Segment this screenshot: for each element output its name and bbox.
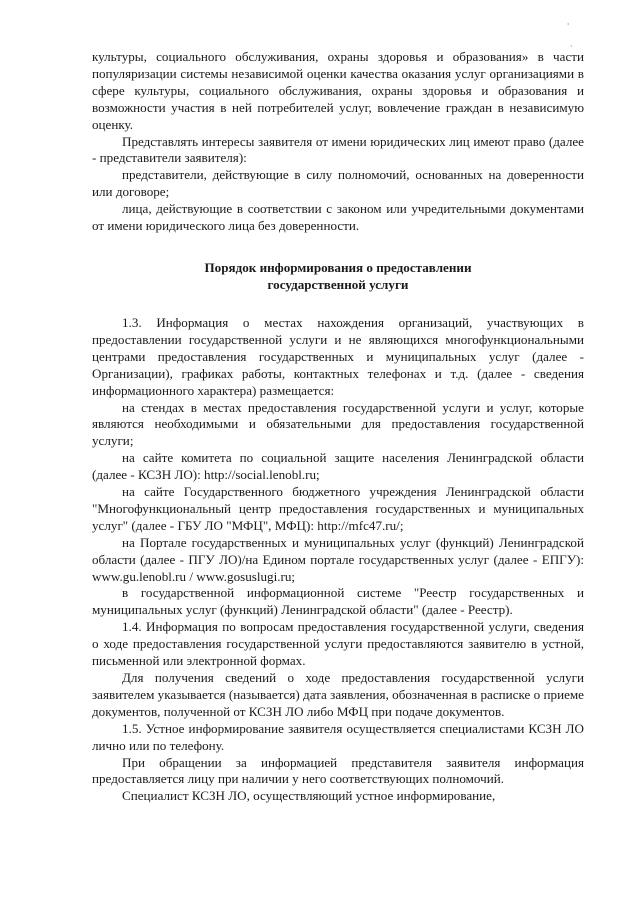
section-heading-line: Порядок информирования о предоставлении [204,259,472,275]
body-paragraph: культуры, социального обслуживания, охраны здоровья и образования» в части популяризации системы независимой оценки качества оказания услуг организациями в сфере культуры, социального обслуживания, охраны здоровья и образования и возможности участия в ней потребителей услуг, вовлечение граждан в независимую оценку. [92,49,584,132]
body-paragraph: в государственной информационной системе "Реестр государственных и муниципальных услуг (функций) Ленинградской области" (далее - Реестр). [92,585,584,618]
body-paragraph: При обращении за информацией представителя заявителя информация предоставляется лицу при наличии у него соответствующих полномочий. [92,754,584,787]
body-paragraph: 1.3. Информация о местах нахождения организаций, участвующих в предоставлении государственной услуги и не являющихся многофункциональными центрами предоставления государственных и муниципальных услуг (далее - Организации), графиках работы, контактных телефонах и т.д. (далее - сведения информационного характера) размещается: [92,314,584,398]
body-paragraph: на стендах в местах предоставления государственной услуги и услуг, которые являются необходимыми и обязательными для предоставления государственной услуги; [92,399,584,449]
body-paragraph: 1.4. Информация по вопросам предоставления государственной услуги, сведения о ходе предоставления государственной услуги предоставляются заявителю в устной, письменной или электронной формах. [92,619,584,669]
body-paragraph: Представлять интересы заявителя от имени юридических лиц имеют право (далее - представители заявителя): [92,133,584,166]
body-paragraph: Специалист КСЗН ЛО, осуществляющий устное информирование, [122,788,496,804]
scan-speck: ˈ [567,22,570,31]
scan-speck: · [570,42,573,51]
section-heading-line: государственной услуги [267,276,409,292]
document-body [92,49,584,805]
section-heading [92,259,584,293]
body-paragraph: лица, действующие в соответствии с законом или учредительными документами от имени юридического лица без доверенности. [92,201,584,234]
body-paragraph: представители, действующие в силу полномочий, основанных на доверенности или договоре; [92,167,584,200]
body-paragraph: на сайте комитета по социальной защите населения Ленинградской области (далее - КСЗН ЛО): http://social.lenobl.ru; [92,450,584,483]
body-paragraph: Для получения сведений о ходе предоставления государственной услуги заявителем указывается (называется) дата заявления, обозначенная в расписке о приеме документов, полученной от КСЗН ЛО либо МФЦ при подаче документов. [92,670,584,719]
body-paragraph: на сайте Государственного бюджетного учреждения Ленинградской области "Многофункциональный центр предоставления государственных и муниципальных услуг" (далее - ГБУ ЛО "МФЦ", МФЦ): http://mfc47.ru/; [92,484,584,533]
body-paragraph: на Портале государственных и муниципальных услуг (функций) Ленинградской области (далее - ПГУ ЛО)/на Едином портале государственных услуг (далее - ЕПГУ): www.gu.lenobl.ru / www.gosuslugi.ru; [92,534,584,584]
body-paragraph: 1.5. Устное информирование заявителя осуществляется специалистами КСЗН ЛО лично или по телефону. [92,720,584,753]
